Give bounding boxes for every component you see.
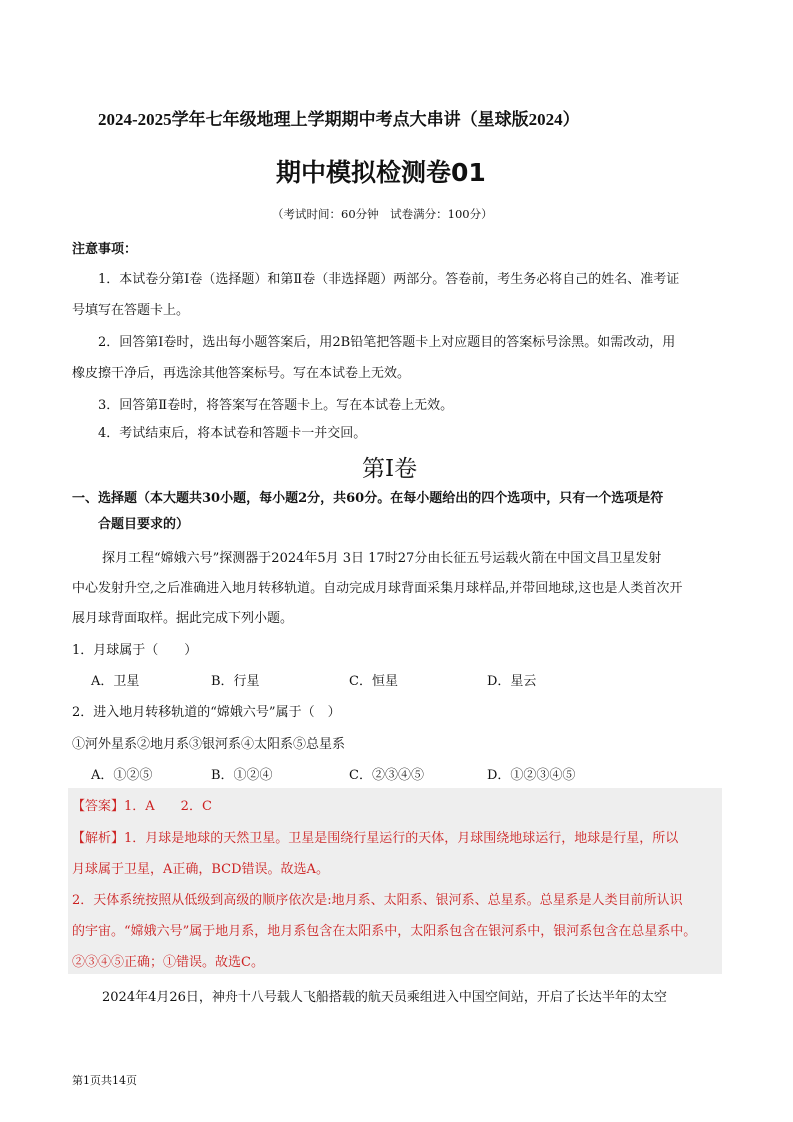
exam-series-title: 2024-2025学年七年级地理上学期期中考点大串讲（星球版2024） bbox=[98, 110, 580, 129]
analysis-2-text-3: ②③④⑤正确；①错误。故选C。 bbox=[72, 955, 264, 970]
passage-2-line-1: 2024年4月26日，神舟十八号载人飞船搭载的航天员乘组进入中国空间站，开启了长达半年的太空 bbox=[102, 990, 667, 1005]
volume-title: 第Ⅰ卷 bbox=[362, 456, 418, 481]
question-1-option-b: B．行星 bbox=[211, 674, 260, 689]
answer-text: 1．A 2．C bbox=[124, 799, 212, 814]
answer-analysis-box bbox=[68, 788, 722, 974]
notice-item-4: 4．考试结束后，将本试卷和答题卡一并交回。 bbox=[98, 426, 367, 441]
notice-heading: 注意事项： bbox=[72, 242, 138, 257]
question-2-choices: ①河外星系②地月系③银河系④太阳系⑤总星系 bbox=[72, 737, 346, 752]
analysis-1-text-1: 1．月球是地球的天然卫星。卫星是围绕行星运行的天体，月球围绕地球运行，地球是行星，所以 bbox=[124, 831, 679, 846]
question-2-option-d: D．①②③④⑤ bbox=[487, 768, 576, 783]
notice-item-2-line-1: 2．回答第Ⅰ卷时，选出每小题答案后，用2B铅笔把答题卡上对应题目的答案标号涂黑。如需改动，用 bbox=[98, 335, 676, 350]
question-1-stem: 1．月球属于（ ） bbox=[72, 643, 198, 658]
section-heading-line-1: 一、选择题（本大题共30小题，每小题2分，共60分。在每小题给出的四个选项中，只有一个选项是符 bbox=[72, 491, 664, 506]
analysis-2-text-2: 的宇宙。“嫦娥六号”属于地月系，地月系包含在太阳系中，太阳系包含在银河系中，银河系包含在总星系中。 bbox=[72, 924, 697, 939]
question-2-option-c: C．②③④⑤ bbox=[349, 768, 424, 783]
passage-1-line-1: 探月工程“嫦娥六号”探测器于2024年5月 3日 17时27分由长征五号运载火箭在中国文昌卫星发射 bbox=[102, 551, 662, 566]
analysis-line-1 bbox=[72, 827, 678, 846]
question-2-stem: 2．进入地月转移轨道的“嫦娥六号”属于（ ） bbox=[72, 705, 341, 720]
passage-1-line-2: 中心发射升空,之后准确进入地月转移轨道。自动完成月球背面采集月球样品,并带回地球,这也是人类首次开 bbox=[72, 581, 683, 596]
question-2-option-a: A．①②⑤ bbox=[91, 768, 153, 783]
section-heading-line-2: 合题目要求的） bbox=[98, 517, 190, 532]
notice-item-1-line-1: 1．本试卷分第Ⅰ卷（选择题）和第Ⅱ卷（非选择题）两部分。答卷前，考生务必将自己的姓名、准考证 bbox=[98, 272, 680, 287]
notice-item-1-line-2: 号填写在答题卡上。 bbox=[72, 303, 190, 318]
analysis-2-text-1: 2．天体系统按照从低级到高级的顺序依次是:地月系、太阳系、银河系、总星系。总星系是人类目前所认识 bbox=[72, 893, 683, 908]
question-1-option-a: A．卫星 bbox=[91, 674, 140, 689]
page-number: 第1页共14页 bbox=[72, 1074, 137, 1087]
answer-line bbox=[72, 795, 212, 814]
analysis-1-text-2: 月球属于卫星，A正确，BCD错误。故选A。 bbox=[72, 862, 329, 877]
question-2-option-b: B．①②④ bbox=[211, 768, 273, 783]
notice-item-2-line-2: 橡皮擦干净后，再选涂其他答案标号。写在本试卷上无效。 bbox=[72, 366, 411, 381]
answer-label: 【答案】 bbox=[72, 799, 125, 814]
exam-paper-title: 期中模拟检测卷01 bbox=[276, 158, 486, 187]
exam-info: （考试时间：60分钟 试卷满分：100分） bbox=[272, 207, 493, 221]
analysis-label: 【解析】 bbox=[72, 831, 125, 846]
question-1-option-c: C．恒星 bbox=[349, 674, 398, 689]
passage-1-line-3: 展月球背面取样。据此完成下列小题。 bbox=[72, 611, 294, 626]
question-1-option-d: D．星云 bbox=[487, 674, 537, 689]
notice-item-3: 3．回答第Ⅱ卷时，将答案写在答题卡上。写在本试卷上无效。 bbox=[98, 398, 454, 413]
